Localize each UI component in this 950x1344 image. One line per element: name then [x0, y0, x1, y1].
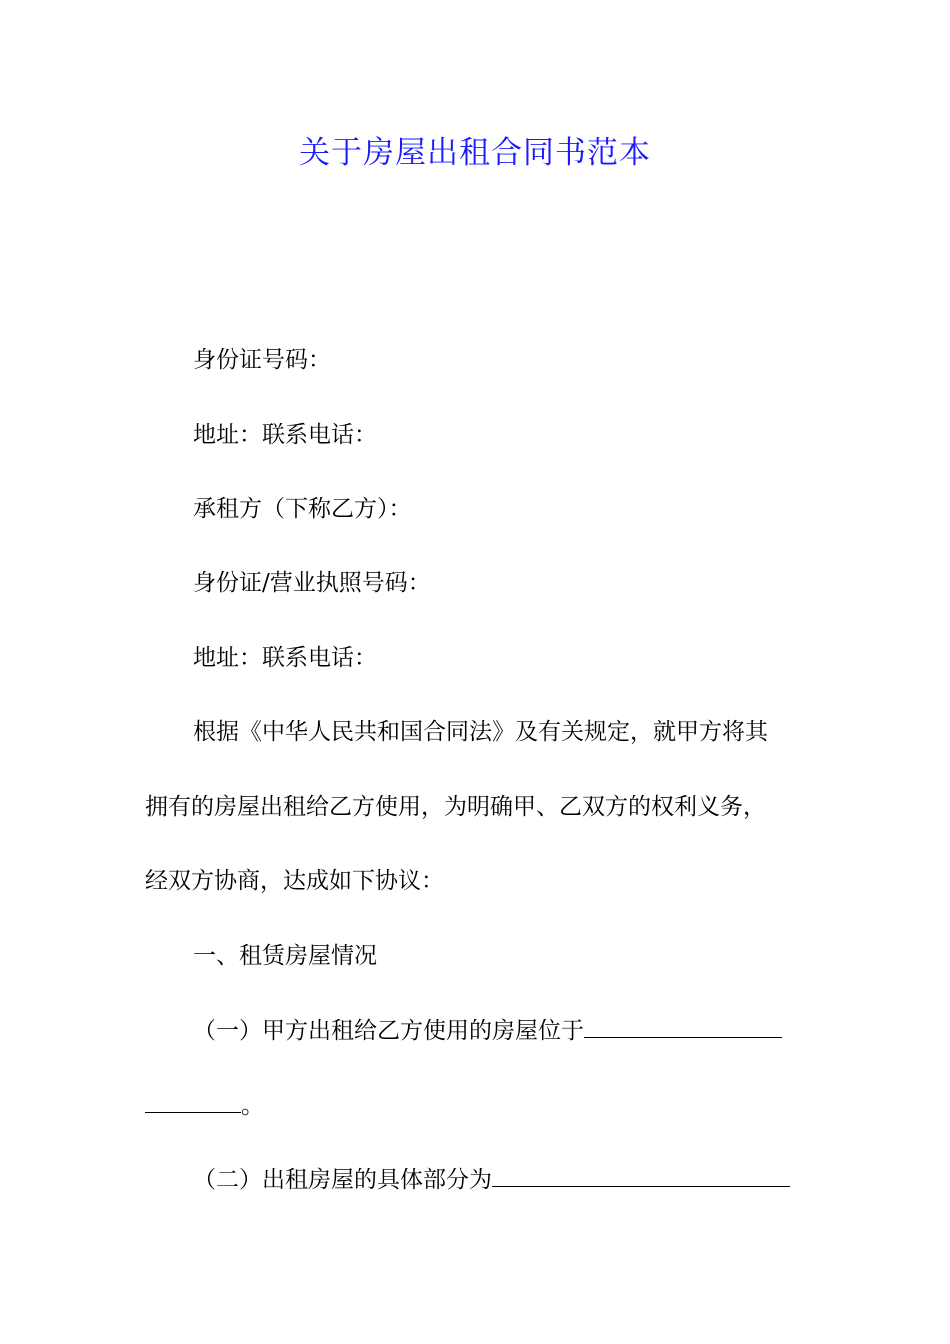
basis-paragraph-line-3: 经双方协商，达成如下协议：	[145, 868, 444, 894]
basis-paragraph-line-2: 拥有的房屋出租给乙方使用，为明确甲、乙双方的权利义务，	[145, 794, 766, 820]
item-2-text: （二）出租房屋的具体部分为	[193, 1167, 492, 1193]
id-license-line: 身份证/营业执照号码：	[193, 570, 431, 596]
section-heading-1: 一、租赁房屋情况	[193, 943, 377, 969]
item-1-text: （一）甲方出租给乙方使用的房屋位于	[193, 1018, 584, 1044]
fill-in-blank	[145, 1090, 241, 1113]
id-number-line: 身份证号码：	[193, 347, 331, 373]
fill-in-blank	[492, 1164, 790, 1187]
document-title: 关于房屋出租合同书范本	[299, 135, 651, 171]
item-1-continuation	[145, 1090, 264, 1121]
item-1-line	[193, 1015, 782, 1046]
lessee-line: 承租方（下称乙方）：	[193, 496, 412, 522]
item-1-end: 。	[241, 1093, 264, 1119]
address-phone-line-2: 地址：联系电话：	[193, 645, 377, 671]
address-phone-line: 地址：联系电话：	[193, 422, 377, 448]
item-2-line	[193, 1164, 790, 1195]
basis-paragraph-line-1: 根据《中华人民共和国合同法》及有关规定，就甲方将其	[193, 719, 768, 745]
fill-in-blank	[584, 1015, 782, 1038]
